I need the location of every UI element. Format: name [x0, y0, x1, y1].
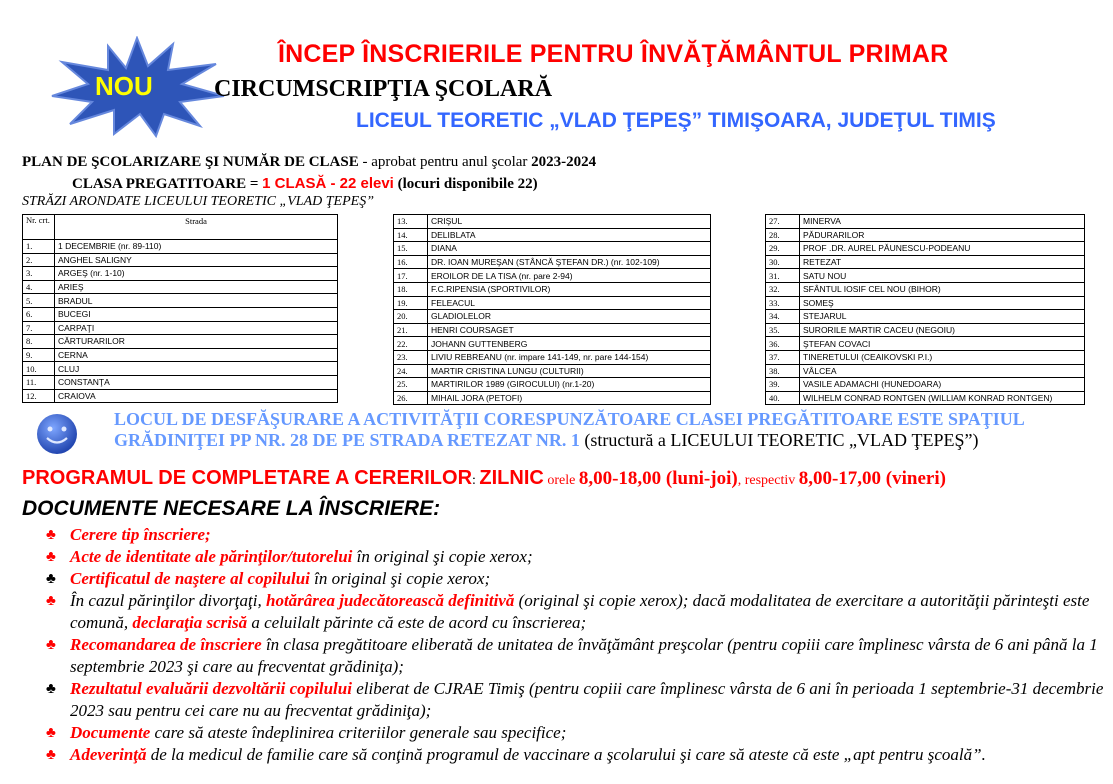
- nou-star-badge: [48, 36, 226, 138]
- table-row: [23, 267, 338, 281]
- program-hours-prefix: orele: [543, 473, 579, 488]
- street-nr: 27.: [766, 215, 800, 229]
- street-name: CRIŞUL: [428, 215, 711, 229]
- table-row: [23, 389, 338, 403]
- table-row: [394, 255, 711, 269]
- page-title: ÎNCEP ÎNSCRIERILE PENTRU ÎNVĂŢĂMÂNTUL PRIMAR: [278, 40, 949, 68]
- program-hours-weekdays: 8,00-18,00 (luni-joi): [578, 468, 738, 489]
- table-row: [394, 296, 711, 310]
- street-nr: 30.: [766, 255, 800, 269]
- document-highlight: declaraţia scrisă: [132, 613, 248, 632]
- street-name: SOMEŞ: [800, 296, 1085, 310]
- streets-table-3: [765, 214, 1085, 405]
- table-row: [394, 323, 711, 337]
- table-row: [766, 364, 1085, 378]
- street-name: JOHANN GUTTENBERG: [428, 337, 711, 351]
- table-row: [394, 228, 711, 242]
- table-row: [23, 240, 338, 254]
- list-item: [46, 590, 1106, 634]
- street-nr: 5.: [23, 294, 55, 308]
- street-nr: 15.: [394, 242, 428, 256]
- document-highlight: Certificatul de naştere al copilului: [70, 569, 310, 588]
- street-nr: 16.: [394, 255, 428, 269]
- table-row: [394, 350, 711, 364]
- document-highlight: Rezultatul evaluării dezvoltării copilului: [70, 679, 352, 698]
- document-text: a celuilalt părinte că este de acord cu înscrierea;: [247, 613, 587, 632]
- club-bullet-icon: ♣: [46, 681, 56, 697]
- list-item: [46, 678, 1106, 722]
- table-row: [394, 378, 711, 392]
- street-nr: 33.: [766, 296, 800, 310]
- table-row: [766, 391, 1085, 405]
- street-nr: 10.: [23, 362, 55, 376]
- street-name: VÂLCEA: [800, 364, 1085, 378]
- documents-title: DOCUMENTE NECESARE LA ÎNSCRIERE:: [22, 497, 441, 520]
- club-bullet-icon: ♣: [46, 527, 56, 543]
- street-name: SFÂNTUL IOSIF CEL NOU (BIHOR): [800, 282, 1085, 296]
- class-value: 1 CLASĂ - 22 elevi: [262, 175, 394, 192]
- document-text: (original şi copie xerox); dacă modalitatea de exercitare a autorităţii părinteşti este comună,: [70, 591, 1090, 632]
- club-bullet-icon: ♣: [46, 549, 56, 565]
- street-nr: 21.: [394, 323, 428, 337]
- table-row: [23, 294, 338, 308]
- program-hours-friday: 8,00-17,00 (vineri): [798, 468, 946, 489]
- plan-line: [22, 154, 596, 171]
- street-nr: 28.: [766, 228, 800, 242]
- document-text: în original şi copie xerox;: [309, 569, 491, 588]
- street-name: FELEACUL: [428, 296, 711, 310]
- street-nr: 19.: [394, 296, 428, 310]
- street-name: PĂDURARILOR: [800, 228, 1085, 242]
- street-name: CĂRTURARILOR: [55, 335, 338, 349]
- document-text: eliberat de CJRAE Timiş (pentru copiii care împlinesc vârsta de 6 ani în perioada 1 septembrie-31 decembrie 2023 sau pentru cei care nu au frecventat grădiniţa);: [70, 679, 1104, 720]
- program-separator: , respectiv: [737, 473, 799, 488]
- circumscription-heading: CIRCUMSCRIPŢIA ŞCOLARĂ: [214, 76, 553, 102]
- col-street-header: Strada: [55, 215, 338, 240]
- program-label: PROGRAMUL DE COMPLETARE A CERERILOR: [22, 467, 473, 489]
- street-nr: 20.: [394, 310, 428, 324]
- street-name: GLADIOLELOR: [428, 310, 711, 324]
- table-row: [766, 228, 1085, 242]
- table-row: [766, 242, 1085, 256]
- program-colon: :: [472, 473, 480, 488]
- street-nr: 32.: [766, 282, 800, 296]
- location-note: (structură a LICEULUI TEORETIC „VLAD ŢEPEŞ”): [579, 430, 979, 450]
- street-nr: 31.: [766, 269, 800, 283]
- street-nr: 3.: [23, 267, 55, 281]
- document-text: de la medicul de familie care să conţină programul de vaccinare a şcolarului şi care să ateste că este „apt pentru şcoală”.: [146, 745, 986, 764]
- document-highlight: Recomandarea de înscriere: [70, 635, 262, 654]
- table-header-row: [23, 215, 338, 240]
- street-name: PROF .DR. AUREL PĂUNESCU-PODEANU: [800, 242, 1085, 256]
- street-nr: 35.: [766, 323, 800, 337]
- street-nr: 12.: [23, 389, 55, 403]
- street-name: VASILE ADAMACHI (HUNEDOARA): [800, 378, 1085, 392]
- program-days: ZILNIC: [479, 467, 544, 489]
- street-name: SURORILE MARTIR CACEU (NEGOIU): [800, 323, 1085, 337]
- street-name: DIANA: [428, 242, 711, 256]
- street-name: LIVIU REBREANU (nr. impare 141-149, nr. pare 144-154): [428, 350, 711, 364]
- table-row: [23, 307, 338, 321]
- table-row: [394, 242, 711, 256]
- table-row: [394, 215, 711, 229]
- street-nr: 11.: [23, 375, 55, 389]
- col-nr-header: Nr. crt.: [23, 215, 55, 240]
- streets-table-1: [22, 214, 338, 403]
- class-note: (locuri disponibile 22): [393, 176, 538, 192]
- document-highlight: Cerere tip înscriere;: [70, 525, 211, 544]
- street-nr: 40.: [766, 391, 800, 405]
- street-name: ARGEŞ (nr. 1-10): [55, 267, 338, 281]
- list-item: [46, 546, 1106, 568]
- street-nr: 18.: [394, 282, 428, 296]
- street-name: MARTIRILOR 1989 (GIROCULUI) (nr.1-20): [428, 378, 711, 392]
- class-line: [72, 175, 538, 193]
- table-row: [394, 364, 711, 378]
- table-row: [766, 215, 1085, 229]
- street-nr: 4.: [23, 280, 55, 294]
- street-nr: 14.: [394, 228, 428, 242]
- class-label: CLASA PREGATITOARE =: [72, 176, 263, 192]
- document-text: În cazul părinţilor divorţaţi,: [70, 591, 266, 610]
- table-row: [23, 348, 338, 362]
- street-name: MARTIR CRISTINA LUNGU (CULTURII): [428, 364, 711, 378]
- table-row: [23, 253, 338, 267]
- table-row: [394, 337, 711, 351]
- club-bullet-icon: ♣: [46, 571, 56, 587]
- document-text: în clasa pregătitoare eliberată de unitatea de învăţământ preşcolar (pentru copiii care împlinesc vârsta de 6 ani până la 1 septembrie 2023 şi care au frecventat grădiniţa);: [70, 635, 1098, 676]
- table-row: [766, 296, 1085, 310]
- street-nr: 8.: [23, 335, 55, 349]
- street-nr: 23.: [394, 350, 428, 364]
- street-nr: 6.: [23, 307, 55, 321]
- table-row: [23, 375, 338, 389]
- table-row: [23, 280, 338, 294]
- street-nr: 26.: [394, 391, 428, 405]
- table-row: [766, 350, 1085, 364]
- street-name: ARIEŞ: [55, 280, 338, 294]
- street-name: WILHELM CONRAD RONTGEN (WILLIAM KONRAD RONTGEN): [800, 391, 1085, 405]
- table-row: [766, 255, 1085, 269]
- street-name: CONSTANŢA: [55, 375, 338, 389]
- street-nr: 36.: [766, 337, 800, 351]
- street-name: CERNA: [55, 348, 338, 362]
- street-name: EROILOR DE LA TISA (nr. pare 2-94): [428, 269, 711, 283]
- plan-year: 2023-2024: [531, 154, 597, 170]
- street-nr: 34.: [766, 310, 800, 324]
- program-line: [22, 467, 946, 490]
- street-nr: 24.: [394, 364, 428, 378]
- club-bullet-icon: ♣: [46, 637, 56, 653]
- table-row: [766, 282, 1085, 296]
- club-bullet-icon: ♣: [46, 593, 56, 609]
- streets-table-2: [393, 214, 711, 405]
- location-text: GRĂDINIŢEI PP NR. 28 DE PE STRADA RETEZAT NR. 1: [114, 430, 580, 450]
- street-nr: 9.: [23, 348, 55, 362]
- club-bullet-icon: ♣: [46, 747, 56, 763]
- document-highlight: Acte de identitate ale părinţilor/tutorelui: [70, 547, 353, 566]
- location-line-1: LOCUL DE DESFĂŞURARE A ACTIVITĂŢII CORESPUNZĂTOARE CLASEI PREGĂTITOARE ESTE SPAŢIUL: [114, 409, 1025, 429]
- street-name: CLUJ: [55, 362, 338, 376]
- street-nr: 7.: [23, 321, 55, 335]
- list-item: [46, 744, 1106, 766]
- document-highlight: hotărârea judecătorească definitivă: [265, 591, 515, 610]
- smiley-icon: [35, 412, 79, 456]
- street-name: RETEZAT: [800, 255, 1085, 269]
- table-row: [766, 337, 1085, 351]
- list-item: [46, 524, 1106, 546]
- table-row: [23, 335, 338, 349]
- street-nr: 39.: [766, 378, 800, 392]
- plan-label: PLAN DE ŞCOLARIZARE ŞI NUMĂR DE CLASE: [22, 154, 359, 170]
- street-name: CRAIOVA: [55, 389, 338, 403]
- documents-list: [46, 524, 1106, 766]
- table-row: [766, 310, 1085, 324]
- table-row: [766, 269, 1085, 283]
- street-name: MINERVA: [800, 215, 1085, 229]
- street-nr: 25.: [394, 378, 428, 392]
- street-name: MIHAIL JORA (PETOFI): [428, 391, 711, 405]
- table-row: [394, 391, 711, 405]
- street-name: DR. IOAN MUREŞAN (STÂNCĂ ŞTEFAN DR.) (nr. 102-109): [428, 255, 711, 269]
- list-item: [46, 634, 1106, 678]
- street-nr: 22.: [394, 337, 428, 351]
- street-nr: 17.: [394, 269, 428, 283]
- street-nr: 2.: [23, 253, 55, 267]
- table-row: [394, 269, 711, 283]
- plan-approved: - aprobat pentru anul şcolar: [358, 154, 532, 170]
- street-name: BUCEGI: [55, 307, 338, 321]
- street-nr: 1.: [23, 240, 55, 254]
- nou-badge-label: NOU: [95, 71, 153, 101]
- table-row: [394, 282, 711, 296]
- table-row: [766, 323, 1085, 337]
- document-text: care să ateste îndeplinirea criteriilor generale sau specifice;: [150, 723, 567, 742]
- street-name: CARPAŢI: [55, 321, 338, 335]
- school-name: LICEUL TEORETIC „VLAD ŢEPEŞ” TIMIŞOARA, JUDEŢUL TIMIŞ: [356, 109, 996, 132]
- street-name: DELIBLATA: [428, 228, 711, 242]
- location-line-2: [114, 430, 979, 451]
- document-text: în original şi copie xerox;: [352, 547, 533, 566]
- street-name: F.C.RIPENSIA (SPORTIVILOR): [428, 282, 711, 296]
- list-item: [46, 568, 1106, 590]
- list-item: [46, 722, 1106, 744]
- street-name: TINERETULUI (CEAIKOVSKI P.I.): [800, 350, 1085, 364]
- table-row: [766, 378, 1085, 392]
- street-nr: 29.: [766, 242, 800, 256]
- street-nr: 38.: [766, 364, 800, 378]
- club-bullet-icon: ♣: [46, 725, 56, 741]
- street-name: BRADUL: [55, 294, 338, 308]
- street-nr: 37.: [766, 350, 800, 364]
- document-highlight: Documente: [70, 723, 151, 742]
- street-name: HENRI COURSAGET: [428, 323, 711, 337]
- street-nr: 13.: [394, 215, 428, 229]
- street-name: STEJARUL: [800, 310, 1085, 324]
- document-highlight: Adeverinţă: [70, 745, 147, 764]
- streets-title: STRĂZI ARONDATE LICEULUI TEORETIC „VLAD ŢEPEŞ”: [22, 194, 374, 209]
- street-name: SATU NOU: [800, 269, 1085, 283]
- table-row: [394, 310, 711, 324]
- table-row: [23, 321, 338, 335]
- street-name: ANGHEL SALIGNY: [55, 253, 338, 267]
- table-row: [23, 362, 338, 376]
- street-name: ŞTEFAN COVACI: [800, 337, 1085, 351]
- street-name: 1 DECEMBRIE (nr. 89-110): [55, 240, 338, 254]
